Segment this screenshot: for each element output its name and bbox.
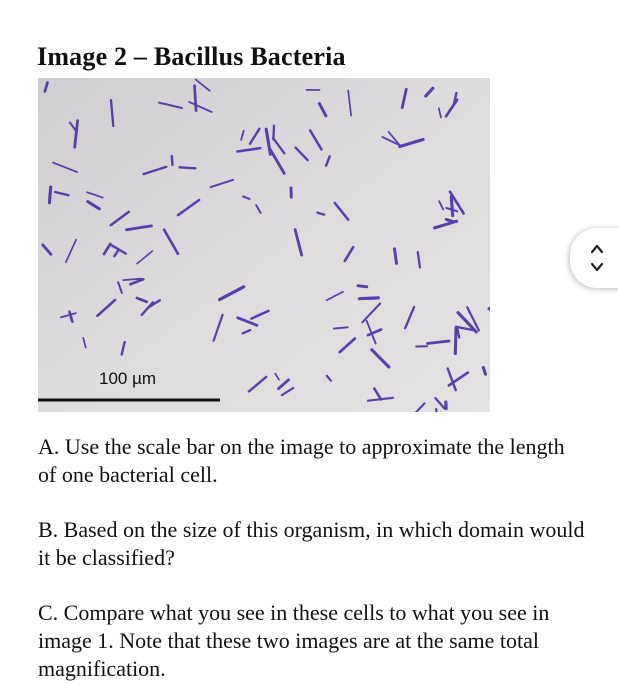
page-title: Image 2 – Bacillus Bacteria [37, 42, 346, 71]
bacterium-cell [195, 86, 197, 111]
bacterium-cell [359, 298, 378, 299]
bacterium-cell [436, 409, 437, 412]
bacterium-cell [172, 156, 173, 165]
question-a: A. Use the scale bar on the image to approximate the length of one bacterial cell. [38, 434, 565, 487]
bacterium-cell [455, 327, 456, 353]
bacteria-micrograph [38, 78, 490, 412]
bacterium-cell [49, 187, 50, 203]
chevron-up-down-icon[interactable] [590, 240, 604, 276]
bacterium-cell [180, 167, 196, 168]
bacteria-cells [38, 78, 490, 412]
question-c: C. Compare what you see in these cells to what you see in image 1. Note that these two images are at the same total magnification. [38, 600, 550, 681]
scale-bar-label: 100 µm [99, 369, 157, 388]
question-b: B. Based on the size of this organism, in which domain would it be classified? [38, 517, 585, 570]
bacterium-cell [334, 327, 348, 328]
bacterium-cell [451, 197, 452, 216]
bacterium-cell [358, 286, 367, 287]
scroll-nav-control[interactable] [570, 228, 618, 288]
bacterium-cell [395, 249, 397, 264]
bacterium-cell [483, 367, 485, 374]
